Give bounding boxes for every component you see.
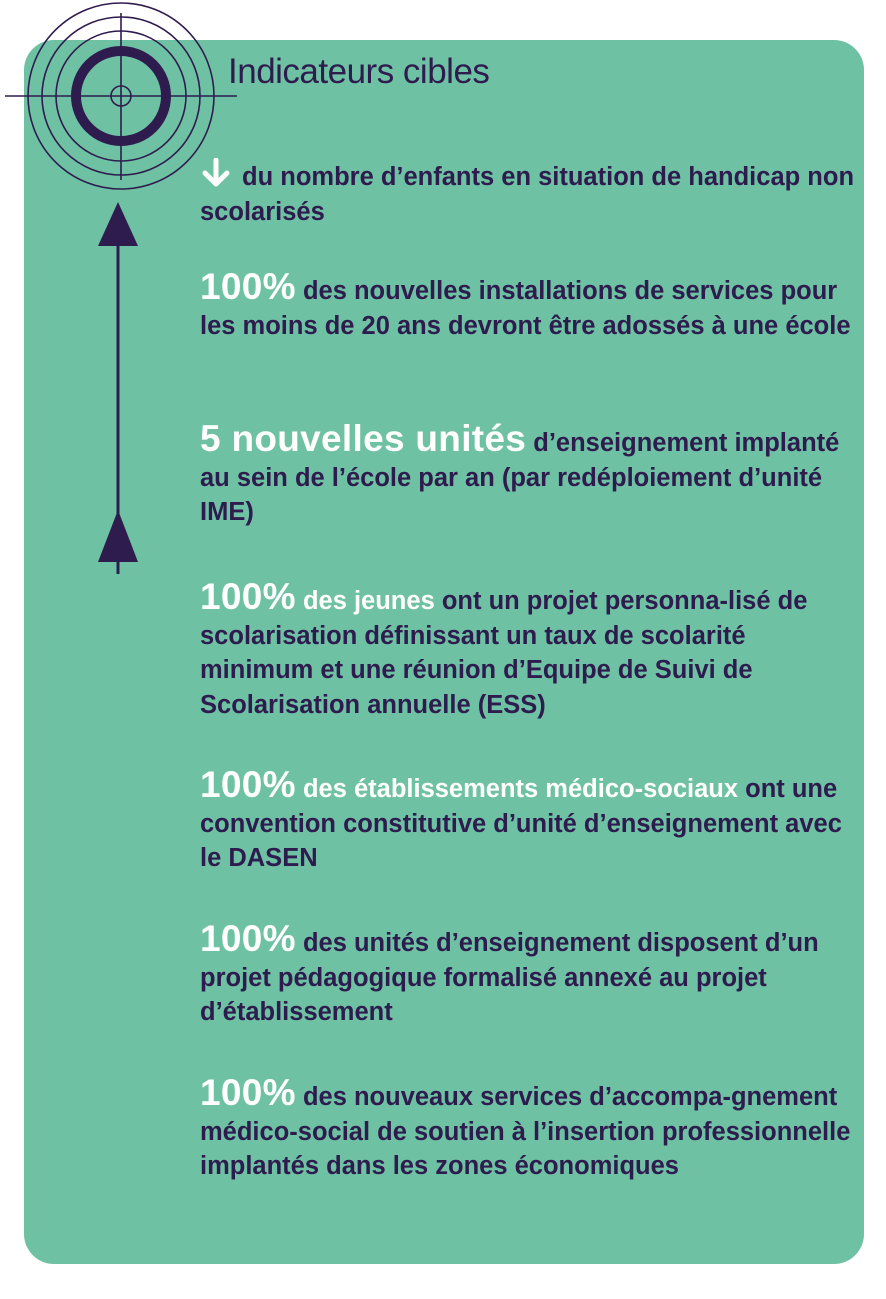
indicator-text: des nouveaux services d’accompa-gnement médico-social de soutien à l’insertion professionnelle implantés dans les zones économiques: [200, 1083, 851, 1180]
indicator-highlight: 5 nouvelles unités: [200, 418, 527, 459]
indicator-item: [200, 764, 860, 876]
indicator-highlight-extra: des établissements médico-sociaux: [302, 775, 739, 803]
indicator-text: d’enseignement implanté au sein de l’école par an (par redéploiement d’unité IME): [200, 429, 840, 526]
indicator-text: ont un projet personna-lisé de scolarisation définissant un taux de scolarité minimum et une réunion d’Equipe de Suivi de Scolarisation annuelle (ESS): [200, 587, 808, 719]
indicator-item: [200, 918, 860, 1030]
indicator-highlight: 100%: [200, 576, 296, 617]
indicator-text: des nouvelles installations de services pour les moins de 20 ans devront être adossés à une école: [200, 277, 851, 340]
indicator-highlight: 100%: [200, 764, 296, 805]
indicator-highlight: 100%: [200, 266, 296, 307]
indicator-item: [200, 266, 860, 343]
page-title: Indicateurs cibles: [228, 52, 490, 91]
indicator-text: des unités d’enseignement disposent d’un projet pédagogique formalisé annexé au projet d’établissement: [200, 929, 819, 1026]
down-arrow-icon: [200, 158, 232, 188]
indicator-item: [200, 1072, 860, 1184]
indicator-item: [200, 158, 860, 229]
indicator-highlight: 100%: [200, 918, 296, 959]
indicator-text: ont une convention constitutive d’unité d’enseignement avec le DASEN: [200, 775, 842, 872]
indicator-highlight: 100%: [200, 1072, 296, 1113]
indicator-text: du nombre d’enfants en situation de handicap non scolarisés: [200, 163, 855, 226]
indicator-item: [200, 576, 860, 722]
indicator-highlight-extra: des jeunes: [302, 587, 435, 615]
indicator-item: [200, 418, 860, 530]
double-arrow-icon: [90, 196, 150, 580]
